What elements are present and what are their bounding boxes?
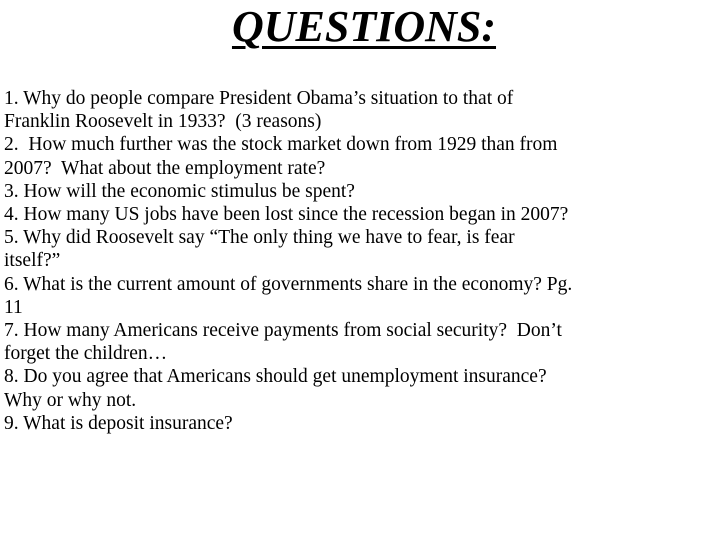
question-line: 11 (4, 296, 23, 318)
question-line: 8. Do you agree that Americans should get unemployment insurance? (4, 366, 547, 388)
question-line: 9. What is deposit insurance? (4, 412, 233, 434)
question-line: Why or why not. (4, 389, 137, 411)
question-item (4, 180, 726, 203)
question-item (4, 412, 726, 435)
question-item (4, 365, 726, 411)
question-line: 4. How many US jobs have been lost since the recession began in 2007? (4, 204, 569, 226)
question-item (4, 133, 726, 179)
question-list (4, 87, 726, 435)
question-line: 2. How much further was the stock market down from 1929 than from (4, 134, 558, 156)
question-item (4, 319, 726, 365)
question-item (4, 273, 726, 319)
question-line: 7. How many Americans receive payments from social security? Don’t (4, 320, 562, 342)
question-line: 5. Why did Roosevelt say “The only thing we have to fear, is fear (4, 227, 515, 249)
page-title-text: QUESTIONS: (231, 2, 497, 51)
question-line: Franklin Roosevelt in 1933? (3 reasons) (4, 111, 322, 133)
page-title (0, 2, 728, 52)
question-line: 2007? What about the employment rate? (4, 157, 326, 179)
question-item (4, 226, 726, 272)
question-line: 3. How will the economic stimulus be spent? (4, 180, 355, 202)
question-line: 6. What is the current amount of governments share in the economy? Pg. (4, 273, 573, 295)
question-item (4, 87, 726, 133)
question-line: itself?” (4, 250, 61, 272)
question-line: forget the children… (4, 343, 168, 365)
question-line: 1. Why do people compare President Obama’s situation to that of (4, 88, 514, 109)
question-item (4, 203, 726, 226)
